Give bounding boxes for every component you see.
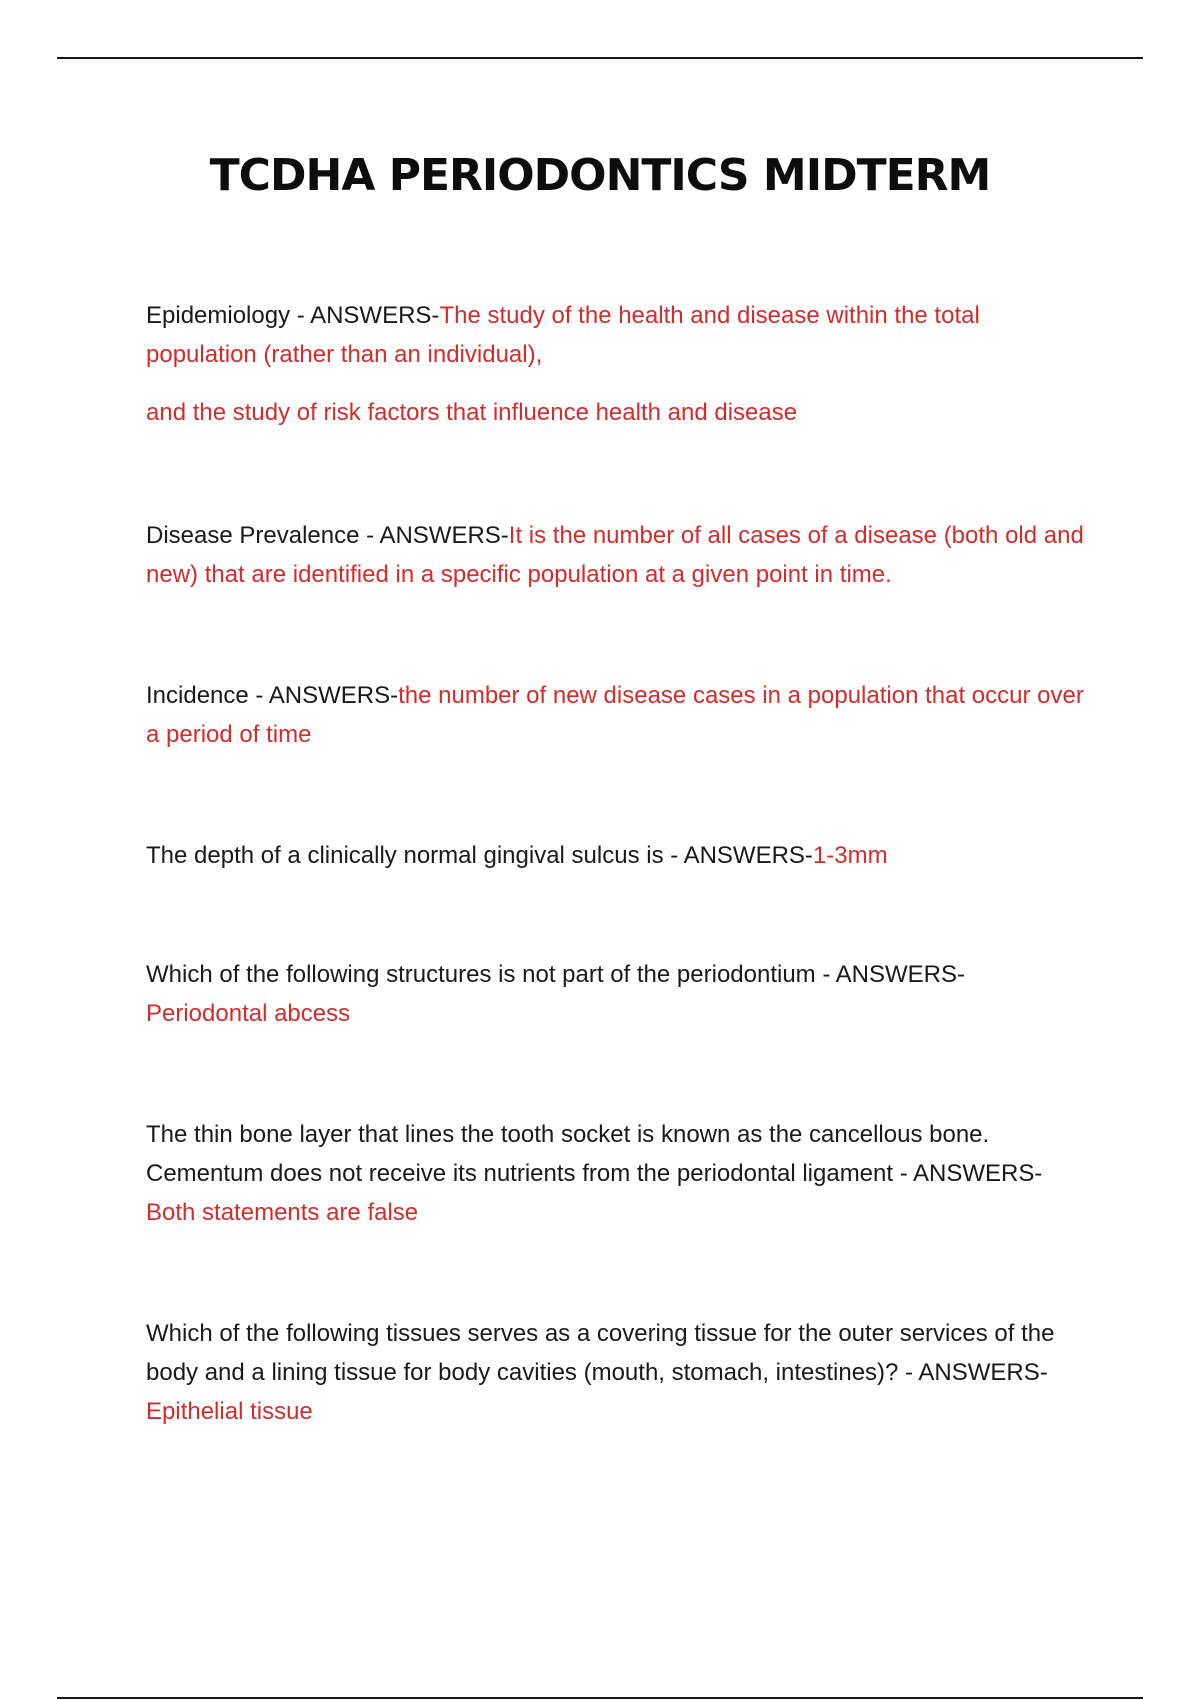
question-text: Incidence - ANSWERS- — [146, 682, 399, 709]
qa-item-bone-and-cementum — [146, 1115, 1086, 1232]
answer-text: the number of new disease cases in a population that occur over a period of time — [146, 682, 1084, 748]
question-text: Epidemiology - ANSWERS- — [146, 302, 440, 329]
qa-item-incidence — [146, 676, 1086, 754]
answer-text: 1-3mm — [812, 842, 888, 869]
document-title: TCDHA PERIODONTICS MIDTERM — [209, 150, 991, 201]
answer-text: The study of the health and disease within the total population (rather than an individual), — [146, 302, 980, 368]
qa-item-epidemiology — [146, 296, 1086, 432]
qa-item-sulcus-depth — [146, 836, 1086, 875]
qa-item-periodontium-structures — [146, 955, 1086, 1033]
answer-text: It is the number of all cases of a disease (both old and new) that are identified in a specific population at a given point in time. — [146, 522, 1084, 588]
answer-text: Both statements are false — [146, 1199, 419, 1226]
question-text: Which of the following tissues serves as a covering tissue for the outer services of the body and a lining tissue for body cavities (mouth, stomach, intestines)? - ANSWERS- — [146, 1320, 1055, 1386]
answer-text: Periodontal abcess — [146, 1000, 351, 1027]
answer-text-continued: and the study of risk factors that influence health and disease — [146, 399, 798, 426]
question-text: Disease Prevalence - ANSWERS- — [146, 522, 509, 549]
qa-item-covering-tissue — [146, 1314, 1086, 1431]
qa-item-disease-prevalence — [146, 516, 1086, 594]
answer-text: Epithelial tissue — [146, 1398, 313, 1425]
top-rule — [57, 57, 1143, 59]
question-text: The thin bone layer that lines the tooth socket is known as the cancellous bone. Cementum does not receive its nutrients from the periodontal ligament - ANSWERS- — [146, 1121, 1043, 1187]
question-text: The depth of a clinically normal gingival sulcus is - ANSWERS- — [146, 842, 813, 869]
question-text: Which of the following structures is not part of the periodontium - ANSWERS- — [146, 961, 966, 988]
bottom-rule — [57, 1697, 1143, 1699]
